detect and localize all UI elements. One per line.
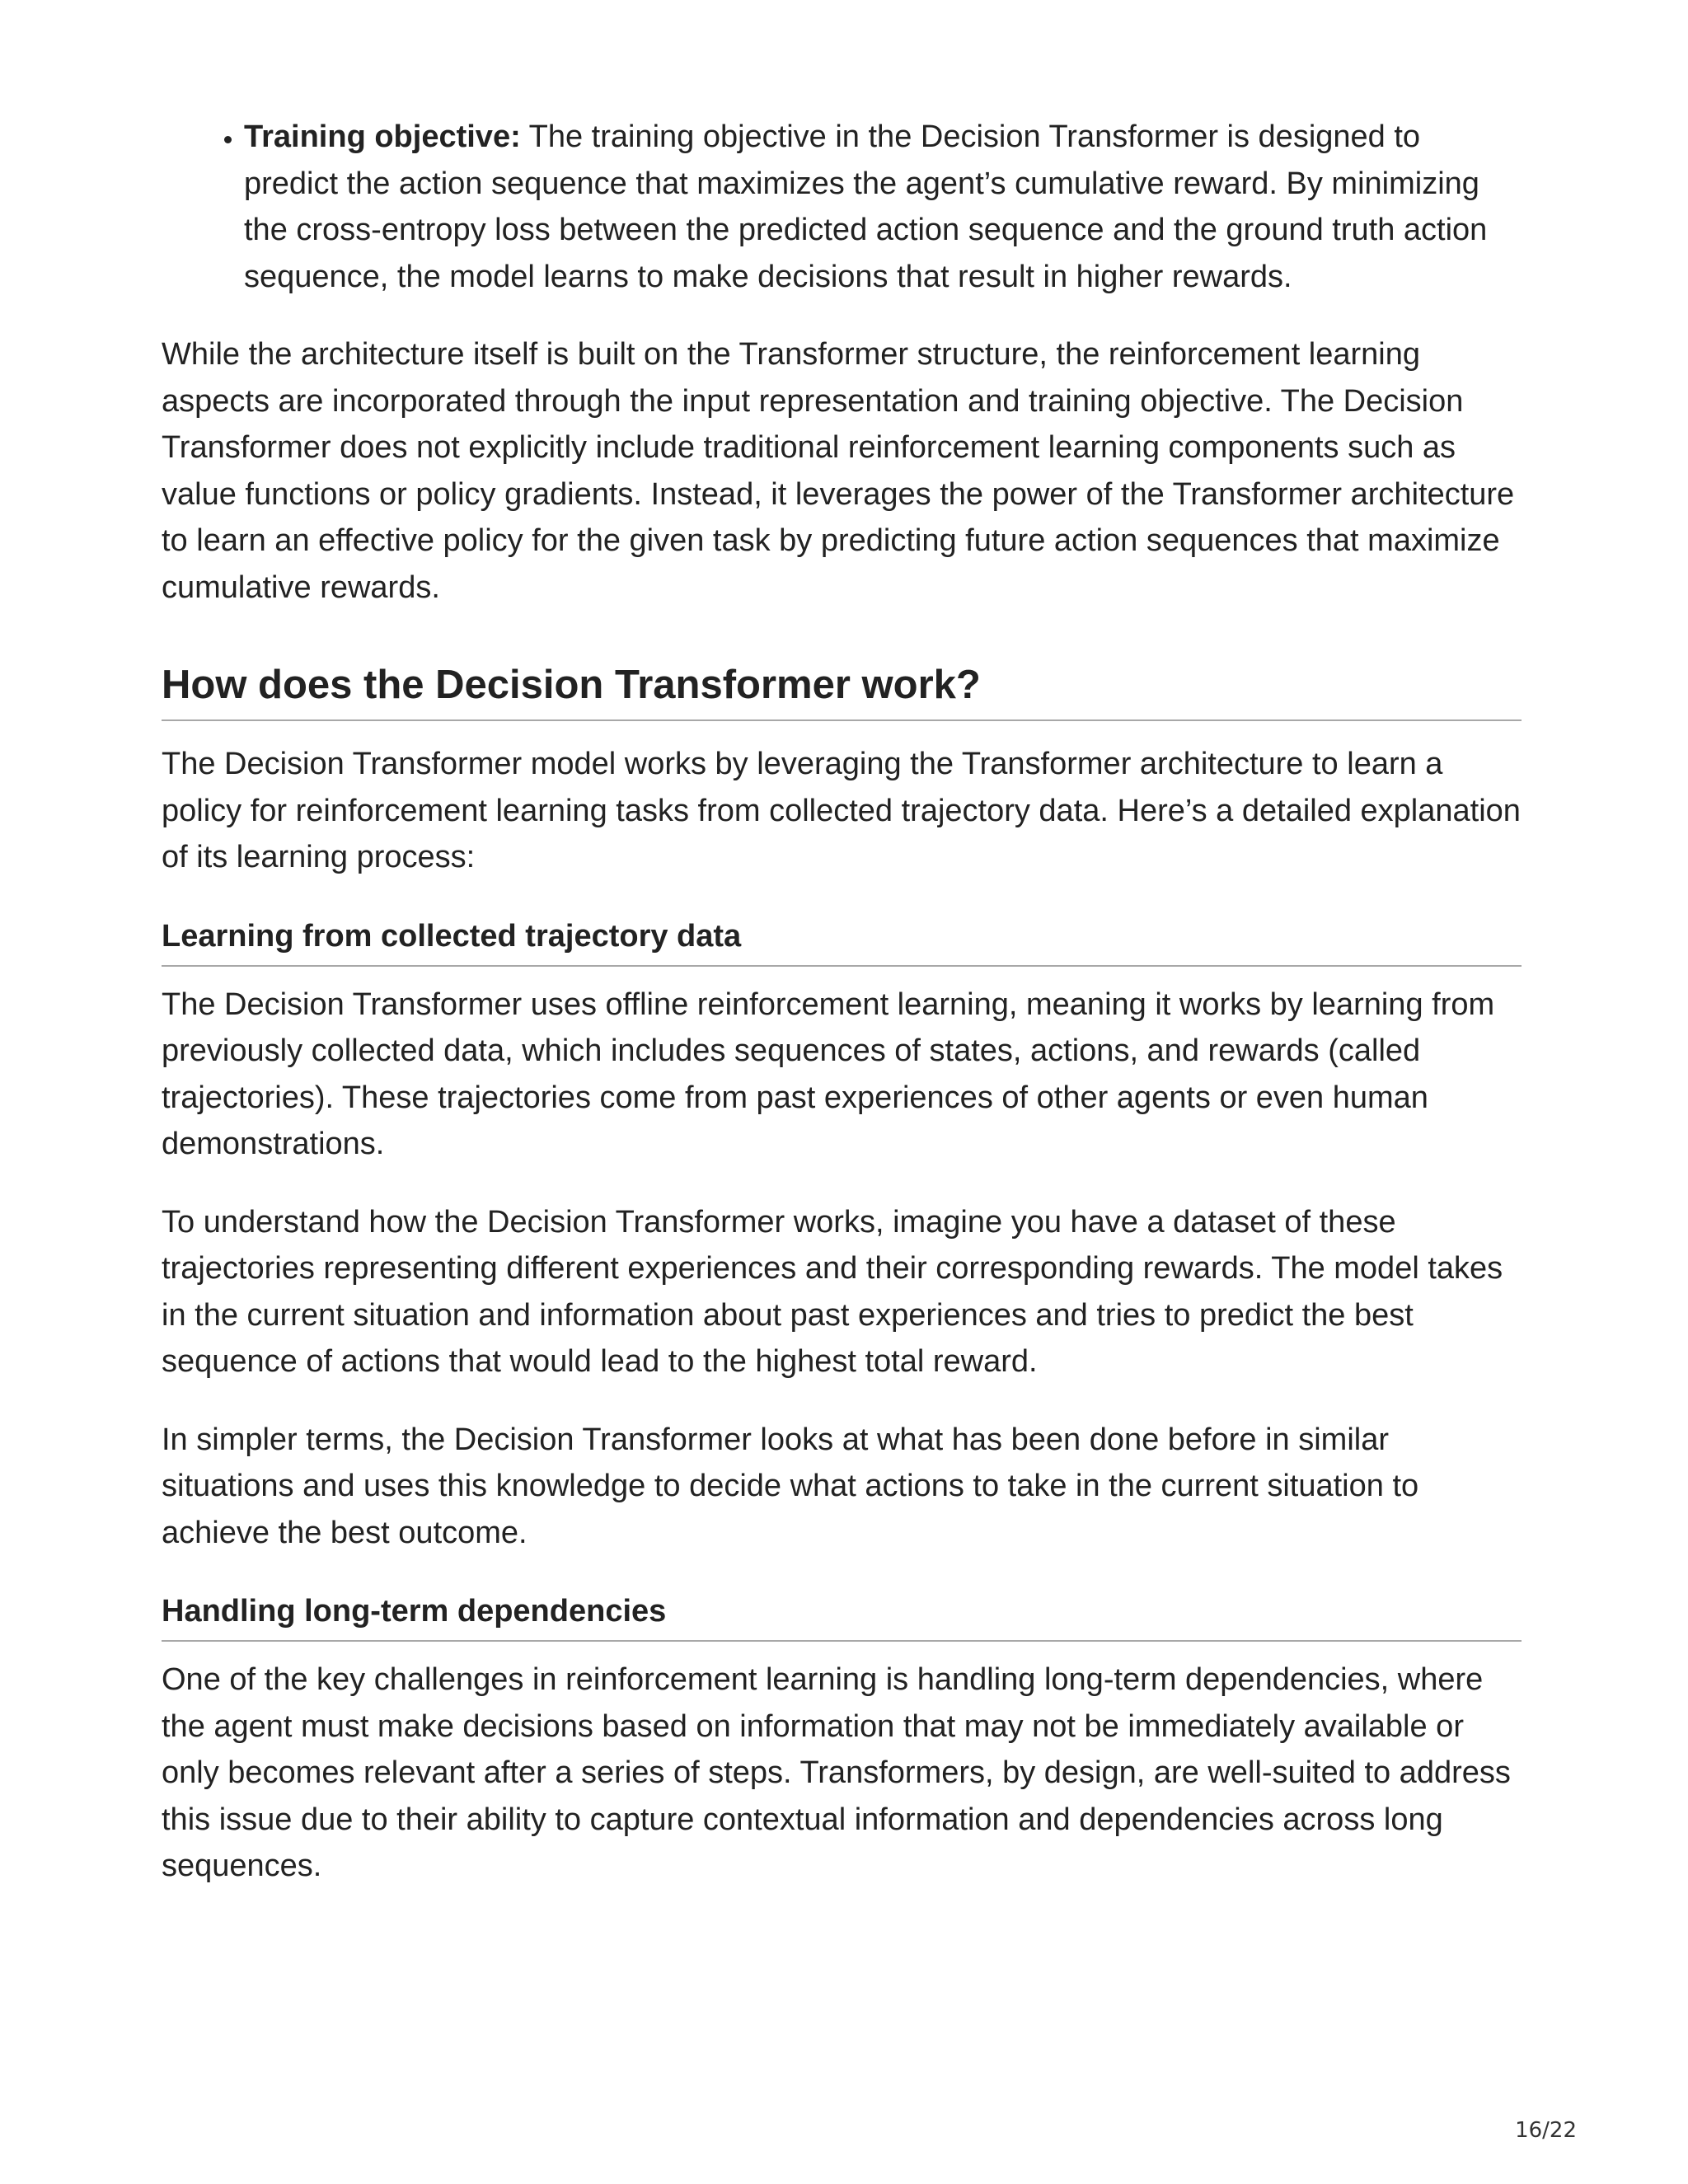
document-content bbox=[162, 114, 1522, 1890]
subsection-heading-dependencies: Handling long-term dependencies bbox=[162, 1591, 1522, 1642]
paragraph-learning-2: To understand how the Decision Transformer works, imagine you have a dataset of these trajectories representing different experiences and their corresponding rewards. The model takes in the current situation and information about past experiences and tries to predict the best sequence of actions that would lead to the highest total reward. bbox=[162, 1204, 1503, 1379]
subsection-heading-learning: Learning from collected trajectory data bbox=[162, 916, 1522, 967]
paragraph-learning-3: In simpler terms, the Decision Transformer looks at what has been done before in similar situations and uses this knowledge to decide what actions to take in the current situation to achieve the best outcome. bbox=[162, 1422, 1419, 1550]
paragraph-how-intro: The Decision Transformer model works by leveraging the Transformer architecture to learn a policy for reinforcement learning tasks from collected trajectory data. Here’s a detailed explanation of its learning process: bbox=[162, 747, 1521, 874]
section-heading-how-it-works: How does the Decision Transformer work? bbox=[162, 660, 1522, 721]
bullet-list bbox=[162, 114, 1522, 300]
paragraph-architecture: While the architecture itself is built on the Transformer structure, the reinforcement learning aspects are incorporated through the input representation and training objective. The Decision Transformer does not explicitly include traditional reinforcement learning components such as value functions or policy gradients. Instead, it leverages the power of the Transformer architecture to learn an effective policy for the given task by predicting future action sequences that maximize cumulative rewards. bbox=[162, 337, 1515, 605]
page-number: 16/22 bbox=[1515, 2118, 1577, 2143]
bullet-training-objective bbox=[244, 114, 1522, 300]
bullet-text: The training objective in the Decision Transformer is designed to predict the action sequence that maximizes the agent’s cumulative reward. By minimizing the cross-entropy loss between the predicted action sequence and the ground truth action sequence, the model learns to make decisions that result in higher rewards. bbox=[244, 120, 1488, 294]
bullet-label: Training objective: bbox=[244, 120, 521, 154]
paragraph-dependencies-1: One of the key challenges in reinforcement learning is handling long-term dependencies, where the agent must make decisions based on information that may not be immediately available or only becomes relevant after a series of steps. Transformers, by design, are well-suited to address this issue due to their ability to capture contextual information and dependencies across long sequences. bbox=[162, 1662, 1511, 1883]
paragraph-learning-1: The Decision Transformer uses offline reinforcement learning, meaning it works by learning from previously collected data, which includes sequences of states, actions, and rewards (called trajectories). These trajectories come from past experiences of other agents or even human demonstrations. bbox=[162, 987, 1495, 1161]
